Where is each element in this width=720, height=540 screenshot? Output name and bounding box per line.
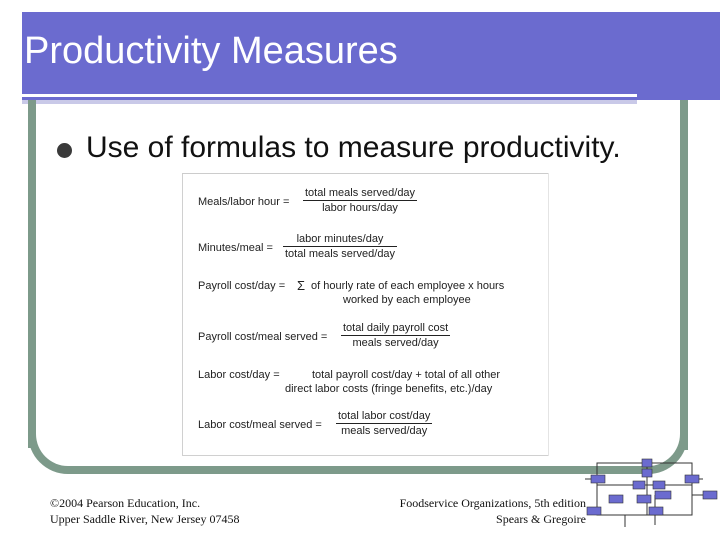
formula-payroll-cost-per-day-line1: of hourly rate of each employee x hours	[311, 280, 505, 292]
formula-numerator: total daily payroll cost	[343, 322, 449, 334]
formula-numerator: labor minutes/day	[296, 233, 384, 245]
bullet-icon	[57, 143, 72, 158]
sigma-symbol: Σ	[297, 278, 306, 293]
formula-figure-top-edge	[182, 173, 548, 174]
footer-copyright-line2: Upper Saddle River, New Jersey 07458	[50, 512, 240, 526]
frame-left	[28, 100, 36, 448]
fraction-bar	[341, 335, 450, 336]
footer-book-credit	[396, 495, 586, 527]
formula-labor-cost-per-meal-label: Labor cost/meal served =	[198, 419, 322, 431]
formula-denominator: meals served/day	[352, 337, 439, 349]
title-divider	[22, 94, 637, 97]
formula-meals-per-labor-hour-label: Meals/labor hour =	[198, 196, 290, 208]
formula-labor-cost-per-day-line1: total payroll cost/day + total of all other	[312, 369, 501, 381]
formula-labor-cost-per-day-line2: direct labor costs (fringe benefits, etc.)/day	[285, 383, 493, 395]
flow-diagram-icon	[585, 455, 720, 535]
fraction-bar	[283, 246, 397, 247]
formula-denominator: total meals served/day	[285, 248, 396, 260]
footer-copyright	[50, 495, 239, 527]
formula-labor-cost-per-day-label: Labor cost/day =	[198, 369, 280, 381]
formula-numerator: total labor cost/day	[338, 410, 431, 422]
slide-title: Productivity Measures	[24, 30, 398, 72]
formula-payroll-cost-per-day-label: Payroll cost/day =	[198, 280, 286, 292]
formula-numerator: total meals served/day	[305, 187, 416, 199]
fraction-bar	[336, 423, 432, 424]
formula-labor-cost-per-meal-fraction	[336, 410, 432, 437]
bullet-text: Use of formulas to measure productivity.	[86, 131, 621, 164]
formula-denominator: meals served/day	[341, 425, 428, 437]
footer-book-credit-line2: Spears & Gregoire	[496, 512, 586, 526]
footer-book-credit-line1: Foodservice Organizations, 5th edition	[399, 496, 586, 510]
fraction-bar	[303, 200, 417, 201]
frame-right	[680, 100, 688, 450]
formula-payroll-cost-per-meal-label: Payroll cost/meal served =	[198, 331, 328, 343]
formula-payroll-cost-per-meal-fraction	[341, 322, 450, 349]
formula-figure-right-edge	[548, 173, 549, 456]
formula-meals-per-labor-hour-fraction	[303, 187, 417, 214]
footer-copyright-line1: ©2004 Pearson Education, Inc.	[50, 496, 201, 510]
formula-payroll-cost-per-day-line2: worked by each employee	[343, 294, 471, 306]
formula-minutes-per-meal-fraction	[283, 233, 397, 260]
formula-minutes-per-meal-label: Minutes/meal =	[198, 242, 273, 254]
formula-denominator: labor hours/day	[322, 202, 398, 214]
title-shadow	[22, 100, 637, 104]
